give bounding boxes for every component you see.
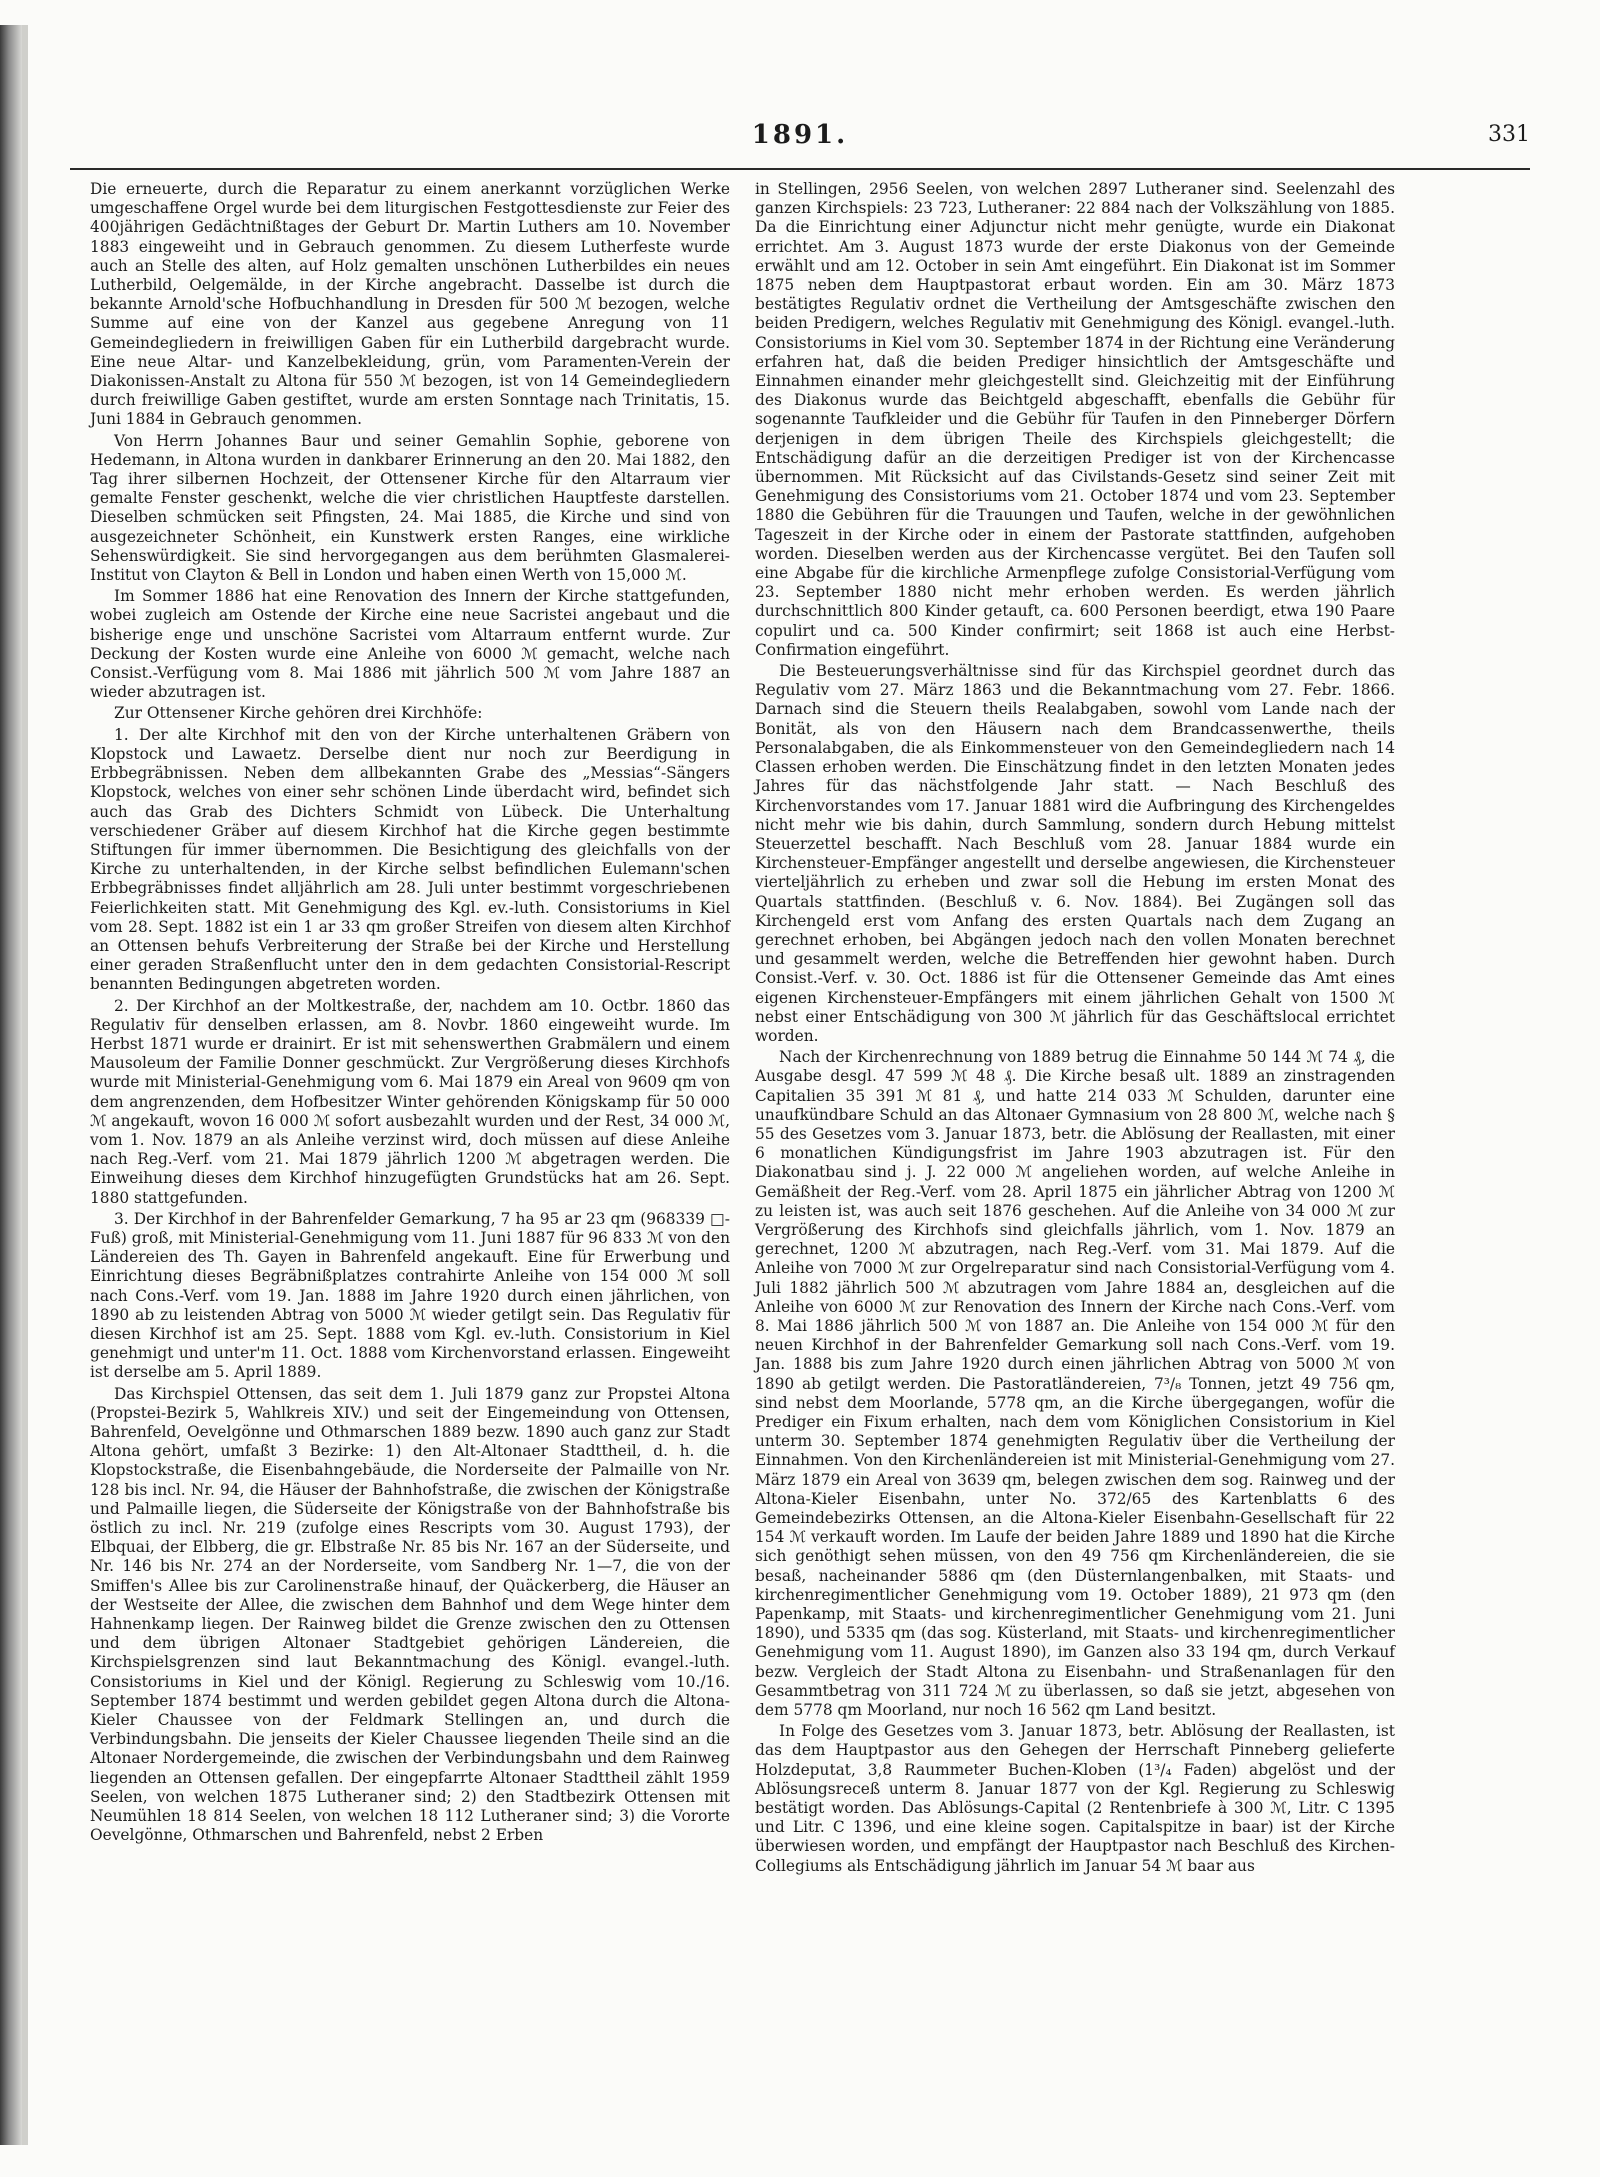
page-header	[70, 120, 1530, 180]
paragraph-cemeteries-intro: Zur Ottensener Kirche gehören drei Kirchhöfe:	[114, 704, 483, 723]
right-column	[755, 180, 1395, 1878]
paragraph-parish-districts: Das Kirchspiel Ottensen, das seit dem 1. Juli 1879 ganz zur Propstei Altona (Propstei-Bezirk 5, Wahlkreis XIV.) und seit der Eingemeindung von Ottensen, Bahrenfeld, Oevelgönne und Othmarschen 1889 bezw. 1890 auch ganz zur Stadt Altona gehört, umfaßt 3 Bezirke: 1) den Alt-Altonaer Stadttheil, d. h. die Klopstockstraße, die Eisenbahngebäude, die Norderseite der Palmaille von Nr. 128 bis incl. Nr. 94, die Häuser der Bahnhofstraße, die zwischen der Königstraße und Palmaille liegen, die Süderseite der Königstraße von der Bahnhofstraße bis östlich zu incl. Nr. 219 (zufolge eines Rescripts vom 30. August 1793), der Elbquai, der Elbberg, die gr. Elbstraße Nr. 85 bis Nr. 167 an der Süderseite, und Nr. 146 bis Nr. 274 an der Norderseite, vom Sandberg Nr. 1—7, die von der Smiffen's Allee bis zur Carolinenstraße hinauf, der Quäckerberg, die Häuser an der Westseite der Allee, die zwischen dem Bahnhof und dem Wege hinter dem Hahnenkamp liegen. Der Rainweg bildet die Grenze zwischen den zu Ottensen und dem übrigen Altonaer Stadtgebiet gehörigen Ländereien, die Kirchspielsgrenzen sind laut Bekanntmachung des Königl. evangel.-luth. Consistoriums in Kiel und der Königl. Regierung zu Schleswig vom 10./16. September 1874 bestimmt und werden gebildet gegen Altona durch die Altona-Kieler Chaussee von der Feldmark Stellingen an, und durch die Verbindungsbahn. Die jenseits der Kieler Chaussee liegenden Theile sind an die Altonaer Nordergemeinde, die zwischen der Verbindungsbahn und dem Rainweg liegenden an Ottensen gefallen. Der eingepfarrte Altonaer Stadttheil zählt 1959 Seelen, von welchen 1875 Lutheraner sind; 2) den Stadtbezirk Ottensen mit Neumühlen 18 814 Seelen, von welchen 18 112 Lutheraner sind; 3) die Vororte Oevelgönne, Othmarschen und Bahrenfeld, nebst 2 Erben	[90, 1384, 730, 1845]
page-number: 331	[1488, 122, 1530, 147]
paragraph-wood-deputat: In Folge des Gesetzes vom 3. Januar 1873, betr. Ablösung der Reallasten, ist das dem Hauptpastor aus den Gehegen der Herrschaft Pinneberg gelieferte Holzdeputat, 3,8 Raummeter Buchen-Kloben (1³/₄ Faden) abgelöst und der Ablösungsreceß unterm 8. Januar 1877 von der Kgl. Regierung zu Schleswig bestätigt worden. Das Ablösungs-Capital (2 Rentenbriefe à 300 ℳ, Litr. C 1395 und Litr. C 1396, und eine kleine sogen. Capitalspitze in baar) ist der Kirche überwiesen worden, und empfängt der Hauptpastor nach Beschluß des Kirchen-Collegiums als Entschädigung jährlich im Januar 54 ℳ baar aus	[755, 1722, 1395, 1875]
paragraph-bahrenfeld-cemetery: 3. Der Kirchhof in der Bahrenfelder Gemarkung, 7 ha 95 ar 23 qm (968339 □-Fuß) groß, mit Ministerial-Genehmigung vom 11. Juni 1887 für 96 833 ℳ von den Ländereien des Th. Gayen in Bahrenfeld angekauft. Eine für Erwerbung und Einrichtung dieses Begräbnißplatzes contrahirte Anleihe von 154 000 ℳ soll nach Cons.-Verf. vom 19. Jan. 1888 im Jahre 1920 durch einen jährlichen, von 1890 ab zu leistenden Abtrag von 5000 ℳ wieder getilgt sein. Das Regulativ für diesen Kirchhof ist am 25. Sept. 1888 vom Kgl. ev.-luth. Consistorium in Kiel genehmigt und unter'm 11. Oct. 1888 vom Kirchenvorstand erlassen. Eingeweiht ist derselbe am 5. April 1889.	[90, 1209, 730, 1382]
paragraph-taxation: Die Besteuerungsverhältnisse sind für das Kirchspiel geordnet durch das Regulativ vom 27. März 1863 und die Bekanntmachung vom 27. Febr. 1866. Darnach sind die Steuern theils Realabgaben, sowohl vom Lande nach der Bonität, als von den Häusern nach dem Brandcassenwerthe, theils Personalabgaben, die als Einkommensteuer von den Gemeindegliedern nach 14 Classen erhoben werden. Die Einschätzung findet in den letzten Monaten jedes Jahres für das nächstfolgende Jahr statt. — Nach Beschluß des Kirchenvorstandes vom 17. Januar 1881 wird die Aufbringung des Kirchengeldes nicht mehr wie bis dahin, durch Sammlung, sondern durch Hebung mittelst Steuerzettel beschafft. Nach Beschluß vom 28. Januar 1884 wurde ein Kirchensteuer-Empfänger angestellt und derselbe angewiesen, die Kirchensteuer vierteljährlich zu erheben und zwar soll die Hebung im ersten Monat des Quartals stattfinden. (Beschluß v. 6. Nov. 1884). Bei Zugängen soll das Kirchengeld erst vom Anfang des ersten Quartals nach dem Zugang an gerechnet erhoben, bei Abgängen jedoch nach den vollen Monaten berechnet und gesammelt werden, welche die Betreffenden hier gewohnt haben. Durch Consist.-Verf. v. 30. Oct. 1886 ist für die Ottensener Gemeinde das Amt eines eigenen Kirchensteuer-Empfängers mit einem jährlichen Gehalt von 1500 ℳ nebst einer Entschädigung von 300 ℳ jährlich für das Geschäftslocal errichtet worden.	[755, 662, 1395, 1045]
paragraph-population-diakonat: in Stellingen, 2956 Seelen, von welchen 2897 Lutheraner sind. Seelenzahl des ganzen Kirchspiels: 23 723, Lutheraner: 22 884 nach der Volkszählung von 1885. Da die Einrichtung einer Adjunctur nicht mehr genügte, wurde ein Diakonat errichtet. Am 3. August 1873 wurde der erste Diakonus von der Gemeinde erwählt und am 12. October in sein Amt eingeführt. Ein Diakonat ist im Sommer 1875 neben dem Hauptpastorat erbaut worden. Ein am 30. März 1873 bestätigtes Regulativ ordnet die Vertheilung der Amtsgeschäfte zwischen den beiden Predigern, welches Regulativ mit Genehmigung des Königl. evangel.-luth. Consistoriums in Kiel vom 30. September 1874 in der Richtung eine Veränderung erfahren hat, daß die beiden Prediger hinsichtlich der Amtsgeschäfte und Einnahmen einander mehr gleichgestellt sind. Gleichzeitig mit der Einführung des Diakonus wurde das Beichtgeld abgeschafft, ebenfalls die Gebühr für sogenannte Taufkleider und die Gebühr für Taufen in den Pinneberger Dörfern derjenigen in dem übrigen Theile des Kirchspiels gleichgestellt; die Entschädigung dafür an die derzeitigen Prediger ist von der Kirchencasse übernommen. Mit Rücksicht auf das Civilstands-Gesetz sind seiner Zeit mit Genehmigung des Consistoriums vom 21. October 1874 und vom 23. September 1880 die Gebühren für die Trauungen und Taufen, welche in der gewöhnlichen Tageszeit in der Kirche oder in einem der Pastorate stattfinden, aufgehoben worden. Dieselben werden aus der Kirchencasse vergütet. Bei den Taufen soll eine Abgabe für die kirchliche Armenpflege zufolge Consistorial-Verfügung vom 23. September 1880 nicht mehr erhoben werden. Es werden jährlich durchschnittlich 800 Kinder getauft, ca. 600 Personen beerdigt, etwa 190 Paare copulirt und ca. 500 Kinder confirmirt; seit 1868 ist auch eine Herbst-Confirmation eingeführt.	[755, 180, 1395, 659]
paragraph-organ: Die erneuerte, durch die Reparatur zu einem anerkannt vorzüglichen Werke umgeschaffene Orgel wurde bei dem liturgischen Festgottesdienste zur Feier des 400jährigen Gedächtnißtages der Geburt Dr. Martin Luthers am 10. November 1883 eingeweiht und in Gebrauch genommen. Zu diesem Lutherfeste wurde auch an Stelle des alten, auf Holz gemalten unschönen Lutherbildes ein neues Lutherbild, Oelgemälde, in der Kirche angebracht. Dasselbe ist durch die bekannte Arnold'sche Hofbuchhandlung in Dresden für 500 ℳ bezogen, welche Summe auf eine von der Kanzel aus gegebene Anregung von 11 Gemeindegliedern in freiwilligen Gaben für ein Lutherbild dargebracht wurde. Eine neue Altar- und Kanzelbekleidung, grün, vom Paramenten-Verein der Diakonissen-Anstalt zu Altona für 550 ℳ bezogen, ist von 14 Gemeindegliedern durch freiwillige Gaben gestiftet, wurde am ersten Sonntage nach Trinitatis, 15. Juni 1884 in Gebrauch genommen.	[90, 180, 730, 429]
paragraph-old-cemetery: 1. Der alte Kirchhof mit den von der Kirche unterhaltenen Gräbern von Klopstock und Lawaetz. Derselbe dient nur noch zur Beerdigung in Erbbegräbnissen. Neben dem allbekannten Grabe des „Messias“-Sängers Klopstock, welches von einer sehr schönen Linde überdacht wird, befindet sich auch das Grab des Dichters Schmidt von Lübeck. Die Unterhaltung verschiedener Gräber auf diesem Kirchhof hat die Kirche gegen bestimmte Stiftungen für immer übernommen. Die Besichtigung des gleichfalls von der Kirche zu unterhaltenden, in der Kirche selbst befindlichen Eulemann'schen Erbbegräbnisses findet alljährlich am 28. Juli unter bestimmt vorgeschriebenen Feierlichkeiten statt. Mit Genehmigung des Kgl. ev.-luth. Consistoriums in Kiel vom 28. Sept. 1882 ist ein 1 ar 33 qm großer Streifen von diesem alten Kirchhof an Ottensen behufs Verbreiterung der Straße bei der Kirche und Herstellung einer geraden Straßenflucht unter den in dem gedachten Consistorial-Rescript benannten Bedingungen abgetreten worden.	[90, 725, 730, 994]
page-year-heading: 1891.	[751, 120, 849, 150]
paragraph-moltke-cemetery: 2. Der Kirchhof an der Moltkestraße, der, nachdem am 10. Octbr. 1860 das Regulativ für denselben erlassen, am 8. Novbr. 1860 eingeweiht wurde. Im Herbst 1871 wurde er drainirt. Er ist mit sehenswerthen Grabmälern und einem Mausoleum der Familie Donner geschmückt. Zur Vergrößerung dieses Kirchhofs wurde mit Ministerial-Genehmigung vom 6. Mai 1879 ein Areal von 9609 qm von dem angrenzenden, dem Hofbesitzer Winter gehörenden Königskamp für 50 000 ℳ angekauft, wovon 16 000 ℳ sofort ausbezahlt wurden und der Rest, 34 000 ℳ, vom 1. Nov. 1879 an als Anleihe verzinst wird, doch müssen auf diese Anleihe nach Reg.-Verf. vom 21. Mai 1879 jährlich 1200 ℳ abgetragen werden. Die Einweihung dieses dem Kirchhof hinzugefügten Grundstücks hat am 26. Sept. 1880 stattgefunden.	[90, 996, 730, 1207]
paragraph-windows: Von Herrn Johannes Baur und seiner Gemahlin Sophie, geborene von Hedemann, in Altona wurden in dankbarer Erinnerung an den 20. Mai 1882, den Tag ihrer silbernen Hochzeit, der Ottensener Kirche für den Altarraum vier gemalte Fenster geschenkt, welche die vier christlichen Hauptfeste darstellen. Dieselben schmücken seit Pfingsten, 24. Mai 1885, die Kirche und sind von ausgezeichneter Schönheit, ein Kunstwerk ersten Ranges, eine wirkliche Sehenswürdigkeit. Sie sind hervorgegangen aus dem berühmten Glasmalerei-Institut von Clayton & Bell in London und haben einen Werth von 15,000 ℳ.	[90, 431, 730, 585]
page-edge	[22, 25, 28, 2145]
paragraph-finances: Nach der Kirchenrechnung von 1889 betrug die Einnahme 50 144 ℳ 74 ₰, die Ausgabe desgl. 47 599 ℳ 48 ₰. Die Kirche besaß ult. 1889 an zinstragenden Capitalien 35 391 ℳ 81 ₰, und hatte 214 033 ℳ Schulden, darunter eine unaufkündbare Schuld an das Altonaer Gymnasium von 28 800 ℳ, welche nach § 55 des Gesetzes vom 3. Januar 1873, betr. die Ablösung der Reallasten, mit einer 6 monatlichen Kündigungsfrist im Jahre 1903 abzutragen ist. Für den Diakonatbau sind j. J. 22 000 ℳ angeliehen worden, auf welche Anleihe in Gemäßheit der Reg.-Verf. vom 28. April 1875 ein jährlicher Abtrag von 1200 ℳ zu leisten ist, was auch seit 1876 geschehen. Auf die Anleihe von 34 000 ℳ zur Vergrößerung des Kirchhofs sind gleichfalls jährlich, vom 1. Nov. 1879 an gerechnet, 1200 ℳ abzutragen, nach Reg.-Verf. vom 31. Mai 1879. Auf die Anleihe von 7000 ℳ zur Orgelreparatur sind nach Consistorial-Verfügung vom 4. Juli 1882 jährlich 500 ℳ abzutragen vom Jahre 1884 an, desgleichen auf die Anleihe von 6000 ℳ zur Renovation des Innern der Kirche nach Cons.-Verf. vom 8. Mai 1886 jährlich 500 ℳ von 1887 an. Die Anleihe von 154 000 ℳ für den neuen Kirchhof in der Bahrenfelder Gemarkung soll nach Cons.-Verf. vom 19. Jan. 1888 bis zum Jahre 1920 durch einen jährlichen Abtrag von 5000 ℳ von 1890 ab getilgt werden. Die Pastoratländereien, 7³/₈ Tonnen, jetzt 49 756 qm, sind nebst dem Moorlande, 5778 qm, an die Kirche übergegangen, wofür die Prediger ein Fixum erhalten, nach dem vom Königlichen Consistorium in Kiel unterm 30. September 1874 genehmigten Regulativ über die Vertheilung der Einnahmen. Von den Kirchenländereien ist mit Ministerial-Genehmigung vom 27. März 1879 ein Areal von 3639 qm, belegen zwischen dem sog. Rainweg und der Altona-Kieler Eisenbahn, unter No. 372/65 des Kartenblatts 6 des Gemeindebezirks Ottensen, an die Altona-Kieler Eisenbahn-Gesellschaft für 22 154 ℳ verkauft worden. Im Laufe der beiden Jahre 1889 und 1890 hat die Kirche sich genöthigt sehen müssen, von den 49 756 qm Kirchenländereien, die sie besaß, nacheinander 5886 qm (den Düsternlangenbalken, mit Staats- und kirchenregimentlicher Genehmigung vom 19. October 1889), 21 973 qm (den Papenkamp, mit Staats- und kirchenregimentlicher Genehmigung vom 21. Juni 1890), und 5335 qm (das sog. Küsterland, mit Staats- und kirchenregimentlicher Genehmigung vom 11. August 1890), im Ganzen also 33 194 qm, durch Verkauf bezw. Vergleich der Stadt Altona zu Eisenbahn- und Straßenanlagen für den Gesammtbetrag von 311 724 ℳ zu überlassen, so daß sie jetzt, abgesehen von dem 5778 qm Moorland, nur noch 16 562 qm Land besitzt.	[755, 1048, 1395, 1720]
left-column	[90, 180, 730, 1847]
book-binding	[0, 25, 22, 2145]
header-rule	[70, 168, 1530, 170]
paragraph-renovation: Im Sommer 1886 hat eine Renovation des Innern der Kirche stattgefunden, wobei zugleich am Ostende der Kirche eine neue Sacristei angebaut und die bisherige enge und unschöne Sacristei vom Altarraum entfernt wurde. Zur Deckung der Kosten wurde eine Anleihe von 6000 ℳ gemacht, welche nach Consist.-Verfügung vom 8. Mai 1886 mit jährlich 500 ℳ vom Jahre 1887 an wieder abzutragen ist.	[90, 587, 730, 702]
